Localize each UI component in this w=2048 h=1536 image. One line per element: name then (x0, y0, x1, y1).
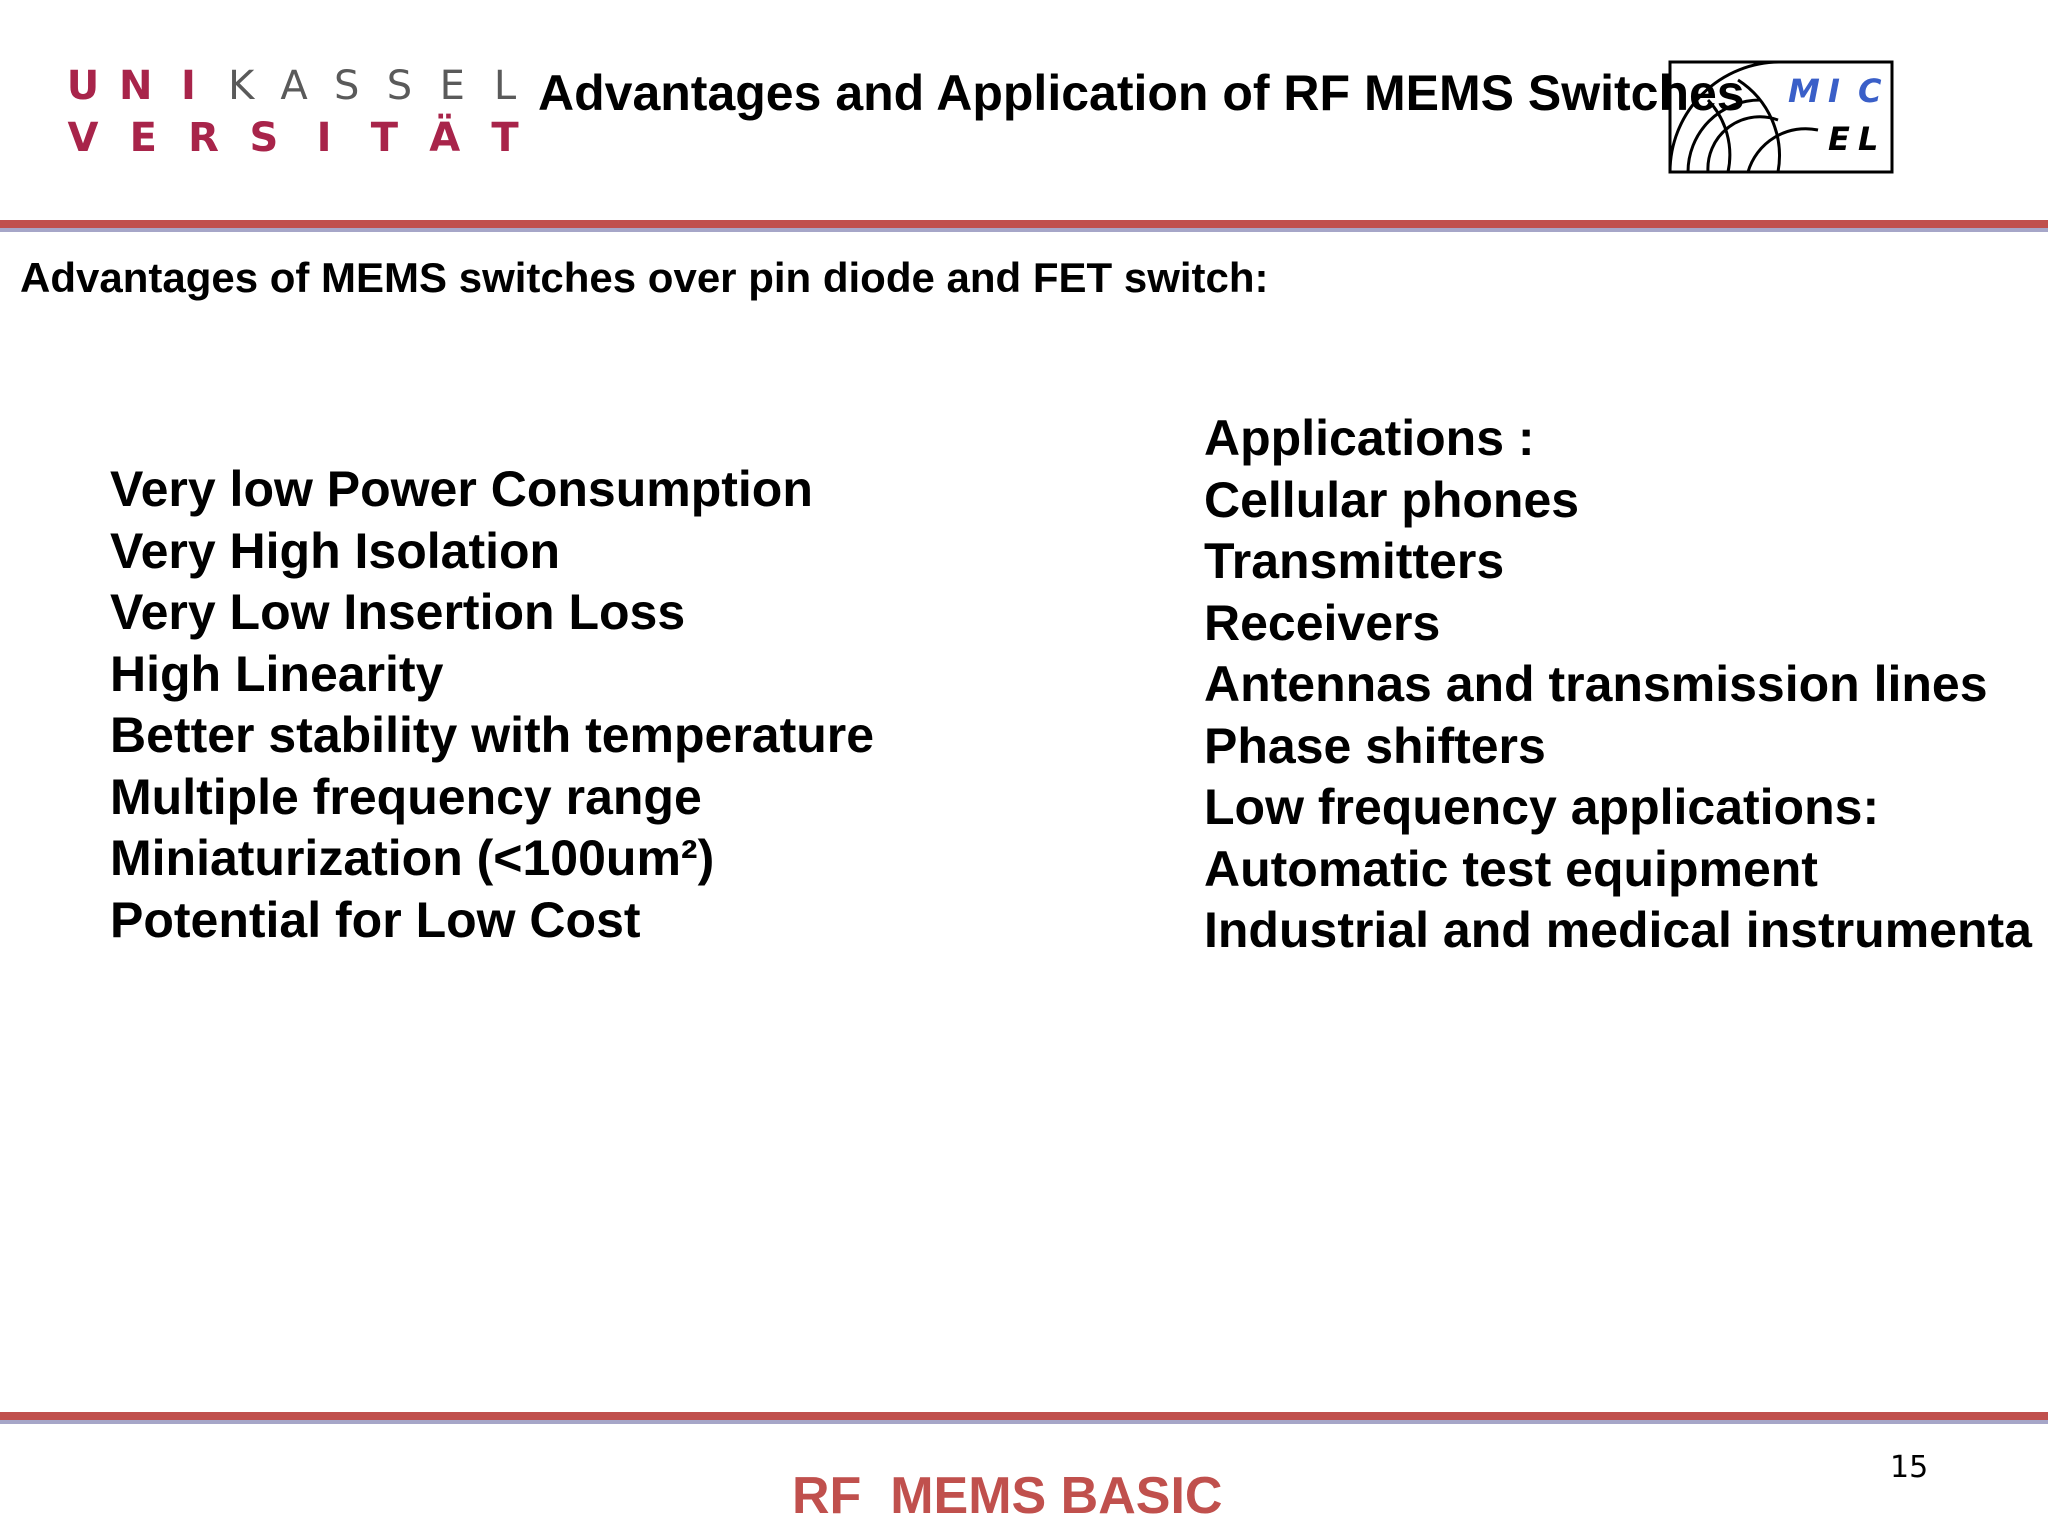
logo-letter: T (491, 115, 519, 161)
application-item: Transmitters (1204, 533, 1505, 589)
advantage-item: Multiple frequency range (110, 768, 702, 825)
logo-letter: L (493, 63, 517, 109)
slide-title: Advantages and Application of RF MEMS Switches (538, 65, 1745, 121)
logo-letter: A (280, 63, 308, 109)
advantage-item: Very Low Insertion Loss (110, 584, 686, 640)
header-divider (0, 220, 2048, 232)
logo-row-2 (64, 112, 524, 164)
advantages-list (110, 459, 874, 951)
logo-letter: I (181, 63, 196, 109)
micel-letter: C (1858, 72, 1882, 110)
logo-letter: V (67, 115, 99, 161)
application-item: Automatic test equipment (1204, 840, 1818, 897)
applications-heading: Applications : (1204, 410, 1535, 466)
logo-letter: E (439, 63, 465, 109)
micel-letter: I (1828, 72, 1840, 110)
micel-logo (1668, 60, 1894, 174)
application-item: Cellular phones (1204, 471, 1580, 528)
advantage-item: Very low Power Consumption (110, 461, 813, 517)
uni-kassel-logo (64, 60, 524, 170)
advantage-item: Very High Isolation (110, 522, 561, 579)
advantage-item: Better stability with temperature (110, 707, 875, 763)
logo-letter: R (188, 115, 219, 161)
application-item: Phase shifters (1204, 717, 1546, 774)
micel-letter: L (1858, 120, 1879, 158)
footer-divider (0, 1412, 2048, 1424)
logo-letter: S (249, 115, 279, 161)
logo-letter: I (316, 115, 332, 161)
micel-logo-arc (1708, 117, 1778, 172)
advantage-item: Potential for Low Cost (110, 891, 641, 948)
advantage-item: High Linearity (110, 645, 444, 702)
micel-logo-arc (1748, 129, 1818, 172)
micel-letter: M (1788, 72, 1820, 110)
footer-label: RF MEMS BASIC (792, 1467, 1223, 1525)
application-item: Receivers (1204, 594, 1441, 651)
logo-row-1 (64, 60, 524, 112)
logo-letter: S (386, 63, 413, 109)
micel-letter: E (1828, 120, 1850, 158)
advantage-item: Miniaturization (<100um²) (110, 830, 715, 886)
section-heading: Advantages of MEMS switches over pin diode and FET switch: (20, 254, 1269, 301)
logo-letter: N (119, 63, 153, 109)
page-number: 15 (1890, 1450, 1929, 1485)
application-item: Industrial and medical instrumenta (1204, 902, 2032, 958)
micel-logo-arc (1738, 80, 1779, 172)
logo-letter: K (228, 63, 255, 109)
logo-letter: T (370, 115, 399, 161)
logo-letter: S (334, 63, 360, 109)
logo-letter: U (66, 63, 100, 109)
micel-logo-arc (1688, 100, 1760, 172)
applications-list (1204, 408, 2032, 962)
logo-letter: E (129, 115, 157, 161)
application-item: Antennas and transmission lines (1204, 656, 1988, 712)
application-item: Low frequency applications: (1204, 779, 1880, 835)
logo-letter: Ä (429, 115, 461, 161)
